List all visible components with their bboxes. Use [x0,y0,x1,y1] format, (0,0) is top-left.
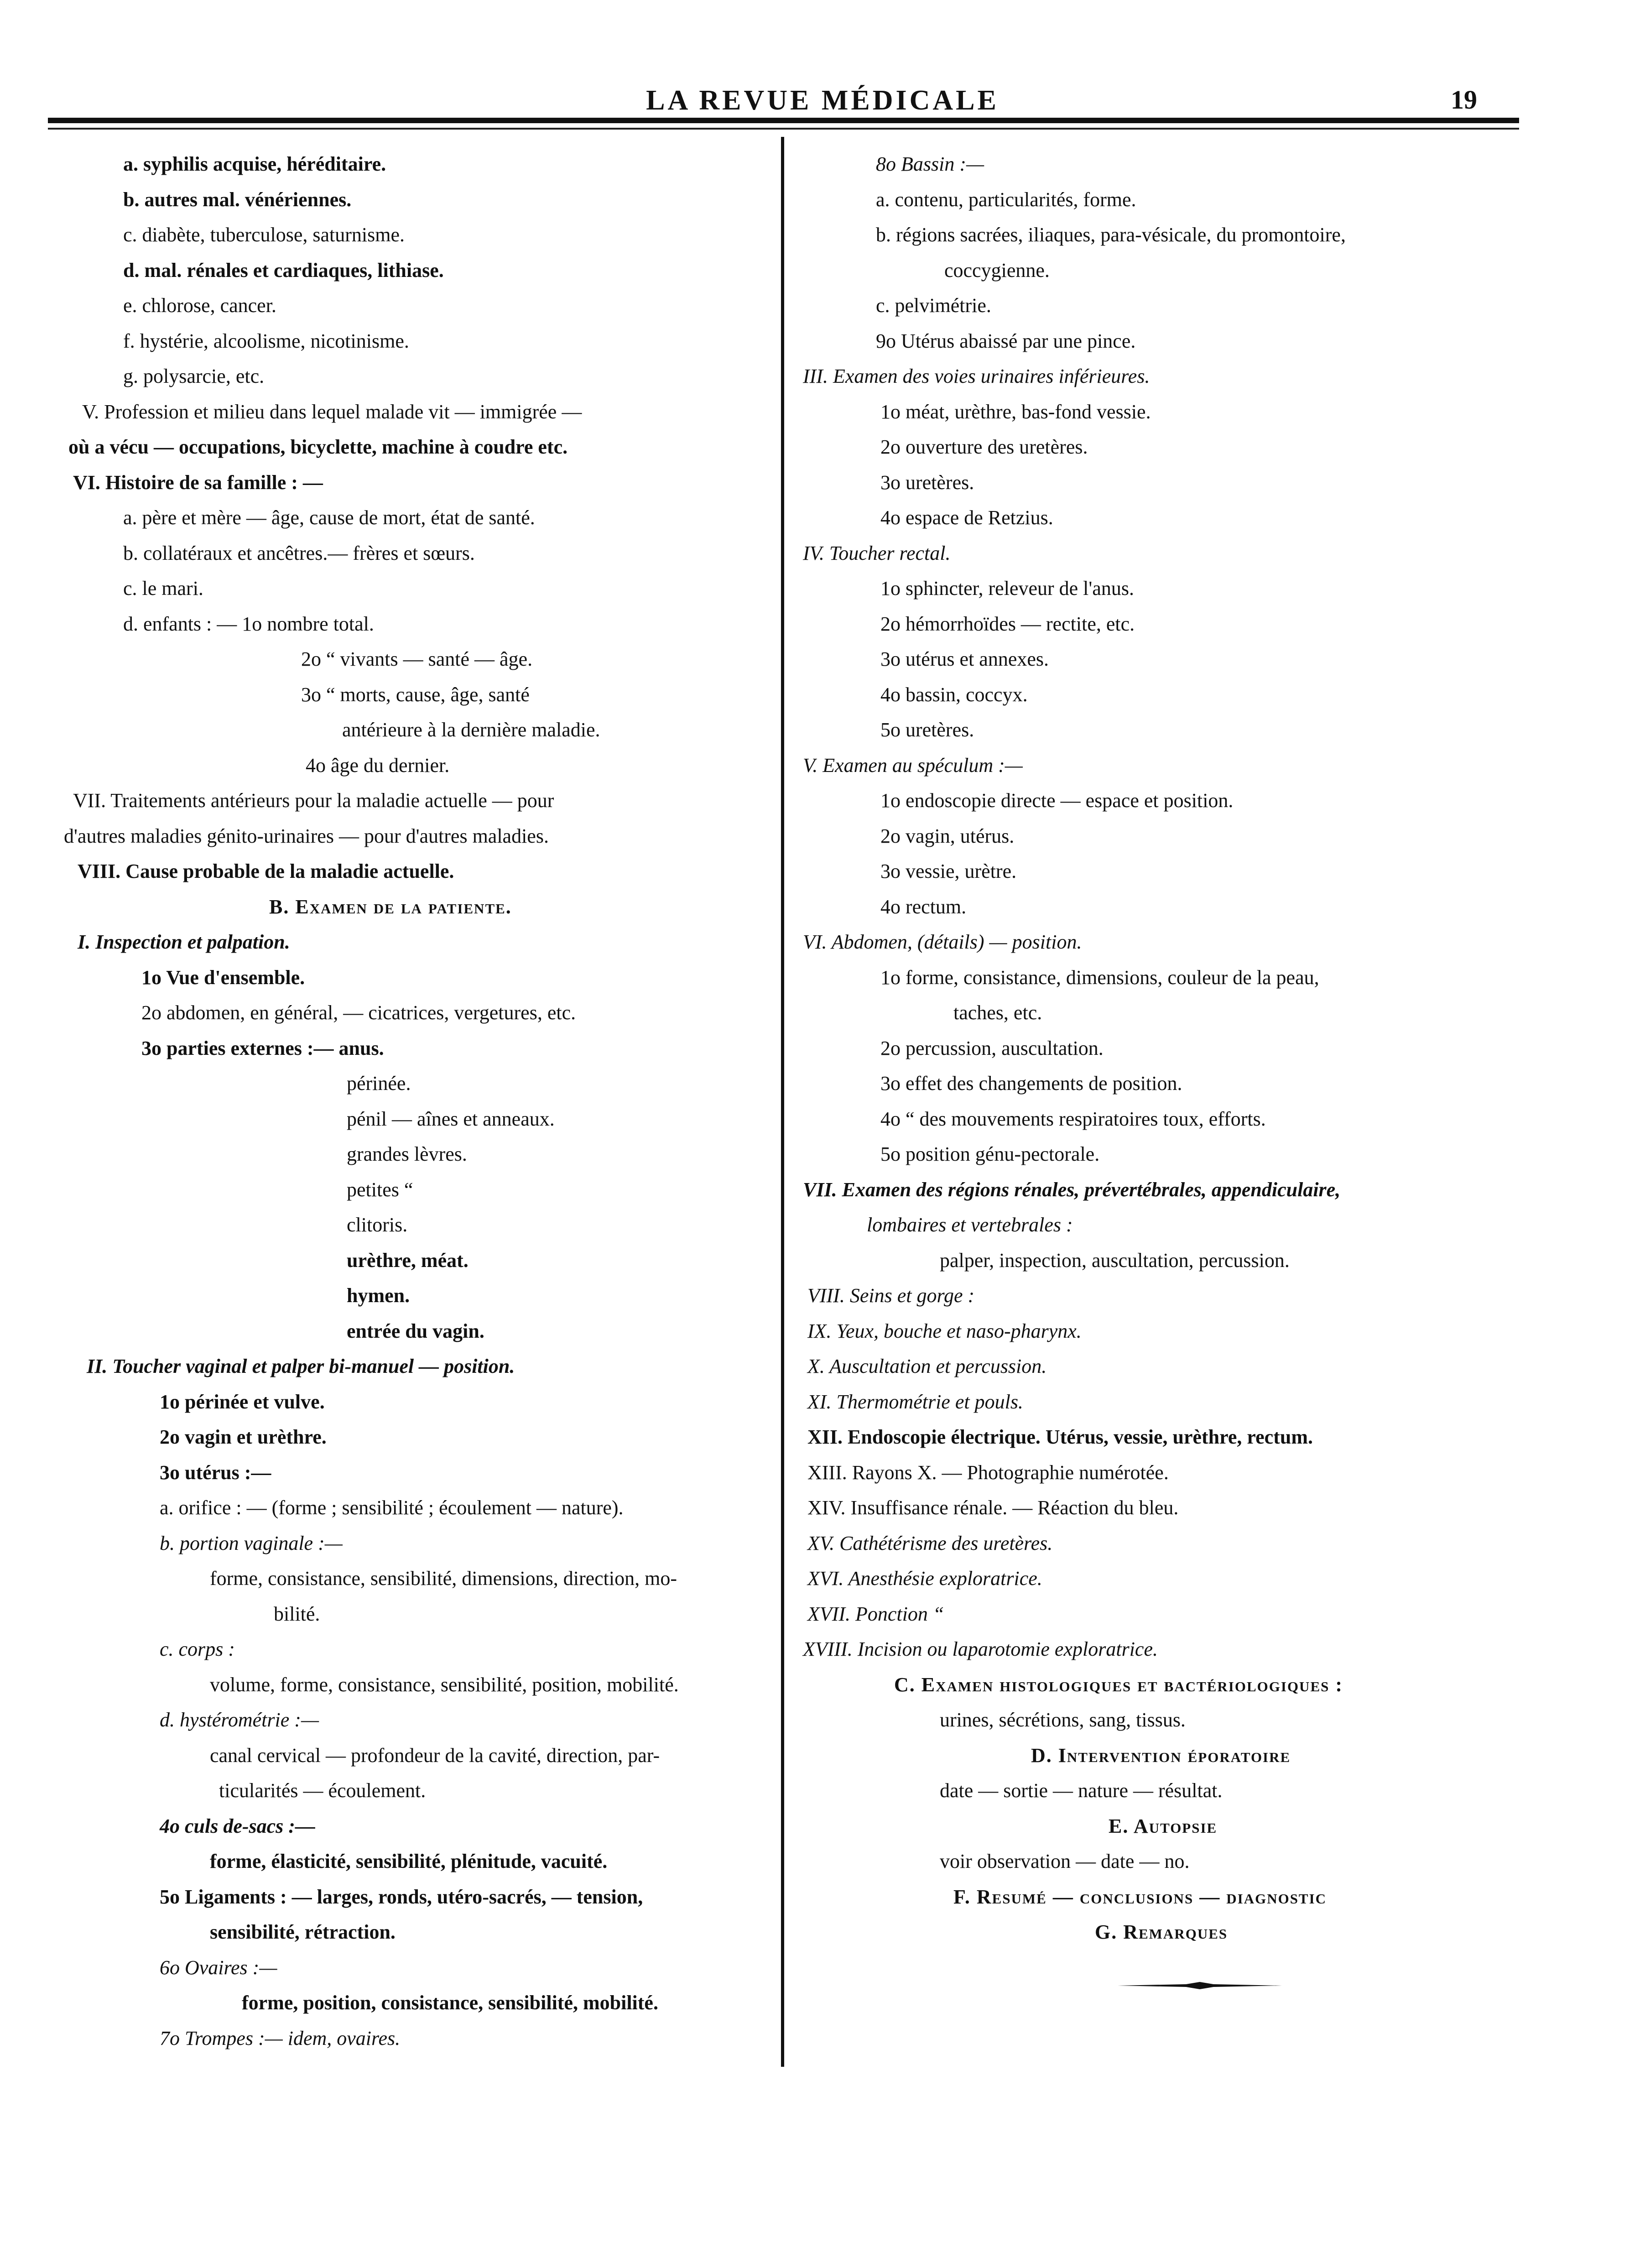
right-line: a. contenu, particularités, forme. [876,188,1136,211]
left-line: grandes lèvres. [347,1143,467,1165]
right-line: 1o endoscopie directe — espace et position. [880,789,1234,812]
left-line: 4o âge du dernier. [306,754,450,777]
right-line: XIII. Rayons X. — Photographie numérotée. [807,1461,1169,1484]
left-line: c. le mari. [123,577,203,600]
right-line: 3o uretères. [880,471,974,494]
left-line: B. Examen de la patiente. [269,896,512,918]
right-line: XIV. Insuffisance rénale. — Réaction du bleu. [807,1496,1179,1519]
left-line: sensibilité, rétraction. [210,1921,396,1943]
left-line: périnée. [347,1072,411,1095]
left-line: a. orifice : — (forme ; sensibilité ; écoulement — nature). [160,1496,624,1519]
left-line: forme, élasticité, sensibilité, plénitude, vacuité. [210,1850,608,1872]
left-line: d'autres maladies génito-urinaires — pour d'autres maladies. [64,825,549,847]
left-line: 2o “ vivants — santé — âge. [301,648,533,670]
right-line: 1o forme, consistance, dimensions, couleur de la peau, [880,966,1319,989]
left-line: II. Toucher vaginal et palper bi-manuel — position. [87,1355,515,1377]
right-line: urines, sécrétions, sang, tissus. [940,1709,1186,1731]
right-line: 1o méat, urèthre, bas-fond vessie. [880,401,1151,423]
right-line: palper, inspection, auscultation, percussion. [940,1249,1290,1272]
right-line: XVI. Anesthésie exploratrice. [807,1567,1042,1590]
right-line: VII. Examen des régions rénales, prévertébrales, appendiculaire, [803,1178,1341,1201]
left-line: hymen. [347,1284,410,1307]
right-line: XV. Cathétérisme des uretères. [807,1532,1053,1554]
left-line: 7o Trompes :— idem, ovaires. [160,2027,401,2049]
left-line: g. polysarcie, etc. [123,365,265,387]
left-line: urèthre, méat. [347,1249,469,1272]
left-line: 3o parties externes :— anus. [141,1037,384,1059]
left-line: 6o Ovaires :— [160,1956,277,1979]
page-number: 19 [1451,85,1477,115]
left-line: 3o utérus :— [160,1461,271,1484]
left-line: petites “ [347,1178,413,1201]
left-line: 4o culs de-sacs :— [160,1815,315,1837]
right-line: IX. Yeux, bouche et naso-pharynx. [807,1320,1082,1342]
left-line: d. enfants : — 1o nombre total. [123,613,374,635]
right-line: XI. Thermométrie et pouls. [807,1391,1023,1413]
left-line: 5o Ligaments : — larges, ronds, utéro-sacrés, — tension, [160,1886,643,1908]
left-line: c. diabète, tuberculose, saturnisme. [123,224,405,246]
right-line: coccygienne. [944,259,1050,282]
left-line: 3o “ morts, cause, âge, santé [301,683,530,706]
right-line: 3o utérus et annexes. [880,648,1049,670]
end-ornament [1118,1980,1282,1991]
right-line: 4o rectum. [880,896,967,918]
right-line: 2o vagin, utérus. [880,825,1015,847]
right-line: 9o Utérus abaissé par une pince. [876,330,1136,352]
left-line: c. corps : [160,1638,235,1660]
right-line: E. Autopsie [1109,1815,1218,1837]
journal-title: LA REVUE MÉDICALE [646,85,999,116]
left-line: f. hystérie, alcoolisme, nicotinisme. [123,330,409,352]
left-line: canal cervical — profondeur de la cavité, direction, par- [210,1744,660,1767]
left-line: 2o abdomen, en général, — cicatrices, vergetures, etc. [141,1001,576,1024]
right-line: 3o effet des changements de position. [880,1072,1182,1095]
header-rule-thick [48,118,1519,123]
right-line: taches, etc. [953,1001,1042,1024]
left-line: ticularités — écoulement. [219,1779,426,1802]
right-line: F. Resumé — conclusions — diagnostic [953,1886,1327,1908]
right-line: VI. Abdomen, (détails) — position. [803,931,1082,953]
right-line: date — sortie — nature — résultat. [940,1779,1223,1802]
right-line: XII. Endoscopie électrique. Utérus, vessie, urèthre, rectum. [807,1426,1313,1448]
left-line: où a vécu — occupations, bicyclette, machine à coudre etc. [68,436,568,458]
left-line: bilité. [274,1603,320,1625]
left-line: VI. Histoire de sa famille : — [73,471,323,494]
right-line: XVIII. Incision ou laparotomie exploratrice. [803,1638,1158,1660]
left-line: b. autres mal. vénériennes. [123,188,352,211]
right-line: 5o position génu-pectorale. [880,1143,1100,1165]
left-line: forme, position, consistance, sensibilité, mobilité. [242,1992,658,2014]
right-line: C. Examen histologiques et bactériologiques : [894,1674,1343,1696]
right-line: IV. Toucher rectal. [803,542,951,564]
left-line: I. Inspection et palpation. [78,931,290,953]
right-line: D. Intervention époratoire [1031,1744,1291,1767]
left-line: entrée du vagin. [347,1320,484,1342]
left-line: b. collatéraux et ancêtres.— frères et sœurs. [123,542,475,564]
left-line: d. mal. rénales et cardiaques, lithiase. [123,259,444,282]
left-line: VII. Traitements antérieurs pour la maladie actuelle — pour [73,789,554,812]
left-line: clitoris. [347,1214,408,1236]
right-line: b. régions sacrées, iliaques, para-vésicale, du promontoire, [876,224,1346,246]
left-line: pénil — aînes et anneaux. [347,1108,555,1130]
left-line: antérieure à la dernière maladie. [342,719,600,741]
right-line: VIII. Seins et gorge : [807,1284,975,1307]
left-line: 1o périnée et vulve. [160,1391,325,1413]
right-line: 8o Bassin :— [876,153,984,175]
left-line: V. Profession et milieu dans lequel malade vit — immigrée — [82,401,582,423]
right-line: 4o “ des mouvements respiratoires toux, efforts. [880,1108,1266,1130]
right-line: voir observation — date — no. [940,1850,1190,1872]
right-line: 5o uretères. [880,719,974,741]
right-line: 2o ouverture des uretères. [880,436,1088,458]
left-line: d. hystérométrie :— [160,1709,319,1731]
left-line: a. père et mère — âge, cause de mort, état de santé. [123,506,535,529]
right-line: lombaires et vertebrales : [867,1214,1073,1236]
right-line: c. pelvimétrie. [876,294,991,317]
left-line: 2o vagin et urèthre. [160,1426,327,1448]
right-line: 2o hémorrhoïdes — rectite, etc. [880,613,1135,635]
left-line: a. syphilis acquise, héréditaire. [123,153,386,175]
right-line: XVII. Ponction “ [807,1603,944,1625]
right-line: 2o percussion, auscultation. [880,1037,1104,1059]
right-line: 4o espace de Retzius. [880,506,1053,529]
right-line: X. Auscultation et percussion. [807,1355,1047,1377]
right-line: 1o sphincter, releveur de l'anus. [880,577,1134,600]
left-line: e. chlorose, cancer. [123,294,276,317]
right-line: 4o bassin, coccyx. [880,683,1028,706]
right-line: V. Examen au spéculum :— [803,754,1023,777]
column-divider [781,137,784,2067]
right-line: III. Examen des voies urinaires inférieures. [803,365,1150,387]
left-line: VIII. Cause probable de la maladie actuelle. [78,860,454,882]
right-line: 3o vessie, urètre. [880,860,1017,882]
left-line: volume, forme, consistance, sensibilité, position, mobilité. [210,1674,679,1696]
right-line: G. Remarques [1095,1921,1228,1943]
left-line: 1o Vue d'ensemble. [141,966,305,989]
left-line: forme, consistance, sensibilité, dimensions, direction, mo- [210,1567,677,1590]
header-rule-thin [48,128,1519,130]
left-line: b. portion vaginale :— [160,1532,343,1554]
